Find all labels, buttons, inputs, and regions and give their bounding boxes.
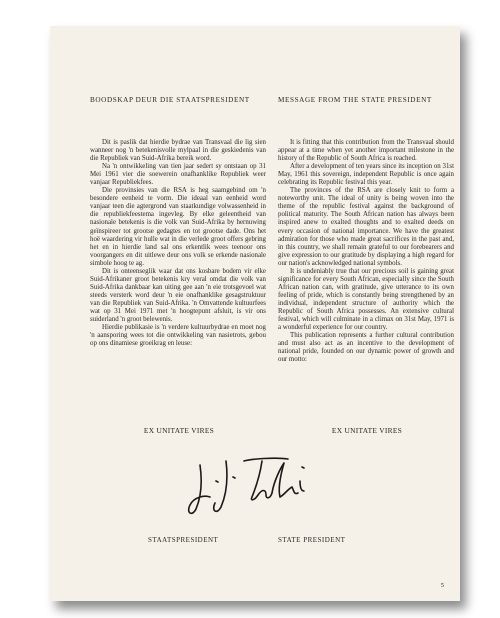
english-body	[278, 139, 454, 364]
afrikaans-paragraph: Dit is paslik dat hierdie bydrae van Transvaal die lig sien wanneer nog 'n betekenisvolle mylpaal in die geskiedenis van die Republiek van Suid-Afrika bereik word.	[90, 139, 266, 163]
english-paragraph: It is undeniably true that our precious soil is gaining great significance for every South African, especially since the South African nation can, with gratitude, give utterance to its own feeling of pride, which is constantly being strengthened by an individual, independent structure of authority which the Republic of South Africa possesses. An extensive cultural festival, which will culminate in a climax on 31st May, 1971 is a wonderful experience for our country.	[278, 267, 454, 332]
handwritten-signature	[180, 451, 330, 523]
afrikaans-paragraph: Hierdie publikasie is 'n verdere kultuurbydrae en moet nog 'n aansporing wees tot die ontwikkeling van nasietrots, gebou op ons dinamiese groeikrag en leuse:	[90, 324, 266, 348]
english-heading: MESSAGE FROM THE STATE PRESIDENT	[278, 96, 432, 104]
afrikaans-paragraph: Na 'n ontwikkeling van tien jaar sedert sy ontstaan op 31 Mei 1961 vier die soewerein onafhanklike Republiek weer vanjaar Republiekfees.	[90, 163, 266, 187]
afrikaans-body	[90, 139, 266, 348]
document-page	[50, 26, 460, 601]
english-paragraph: After a development of ten years since its inception on 31st May, 1961 this sovereign, independent Republic is once again celebrating its Republic festival this year.	[278, 163, 454, 187]
english-signature-title: STATE PRESIDENT	[278, 536, 346, 544]
english-paragraph: This publication represents a further cultural contribution and must also act as an incentive to the development of national pride, founded on our dynamic power of growth and our motto:	[278, 332, 454, 364]
english-paragraph: It is fitting that this contribution from the Transvaal should appear at a time when yet another important milestone in the history of the Republic of South Africa is reached.	[278, 139, 454, 163]
afrikaans-motto: EX UNITATE VIRES	[143, 426, 215, 435]
english-motto: EX UNITATE VIRES	[331, 426, 403, 435]
page-number: 5	[440, 582, 444, 589]
afrikaans-heading: BOODSKAP DEUR DIE STAATSPRESIDENT	[90, 96, 250, 104]
afrikaans-paragraph: Dit is onteenseglik waar dat ons kosbare bodem vir elke Suid-Afrikaner groot betekenis kry veral omdat die volk van Suid-Afrika dankbaar kan uiting gee aan 'n eie trotsgevoel wat steeds versterk word deur 'n eie onafhanklike gesagstruktuur van die Republiek van Suid-Afrika. 'n Omvattende kultuurfees wat op 31 Mei 1971 met 'n hoogtepunt afsluit, is vir ons suiderland 'n groot belewenis.	[90, 267, 266, 324]
afrikaans-paragraph: Die provinsies van die RSA is heg saamgebind om 'n besondere eenheid te vorm. Die ideaal van eenheid word vanjaar teen die agtergrond van staatkundige volwassenheid in die republiekfeestema ingevleg. By elke geleentheid van nasionale betekenis is die volk van Suid-Afrika by hernuwing geïnspireer tot grootse gedagtes en tot grootse dade. Ons het hoë waardering vir hulle wat in die verlede groot offers gebring het en in hierdie land sal ons erkentlik wees teenoor ons voorgangers en dit uitlewe deur ons volk se erkende nasionale simbole hoog te ag.	[90, 187, 266, 267]
english-paragraph: The provinces of the RSA are closely knit to form a noteworthy unit. The ideal of unity is being woven into the theme of the republic festival against the background of political maturity. The South African nation has always been inspired anew to exalted thoughts and to exalted deeds on every occasion of national importance. We have the greatest admiration for those who made great sacrifices in the past and, in this country, we shall remain grateful to our forebearers and give expression to our gratitude by displaying a high regard for our nation's acknowledged national symbols.	[278, 187, 454, 267]
afrikaans-signature-title: STAATSPRESIDENT	[148, 536, 219, 544]
